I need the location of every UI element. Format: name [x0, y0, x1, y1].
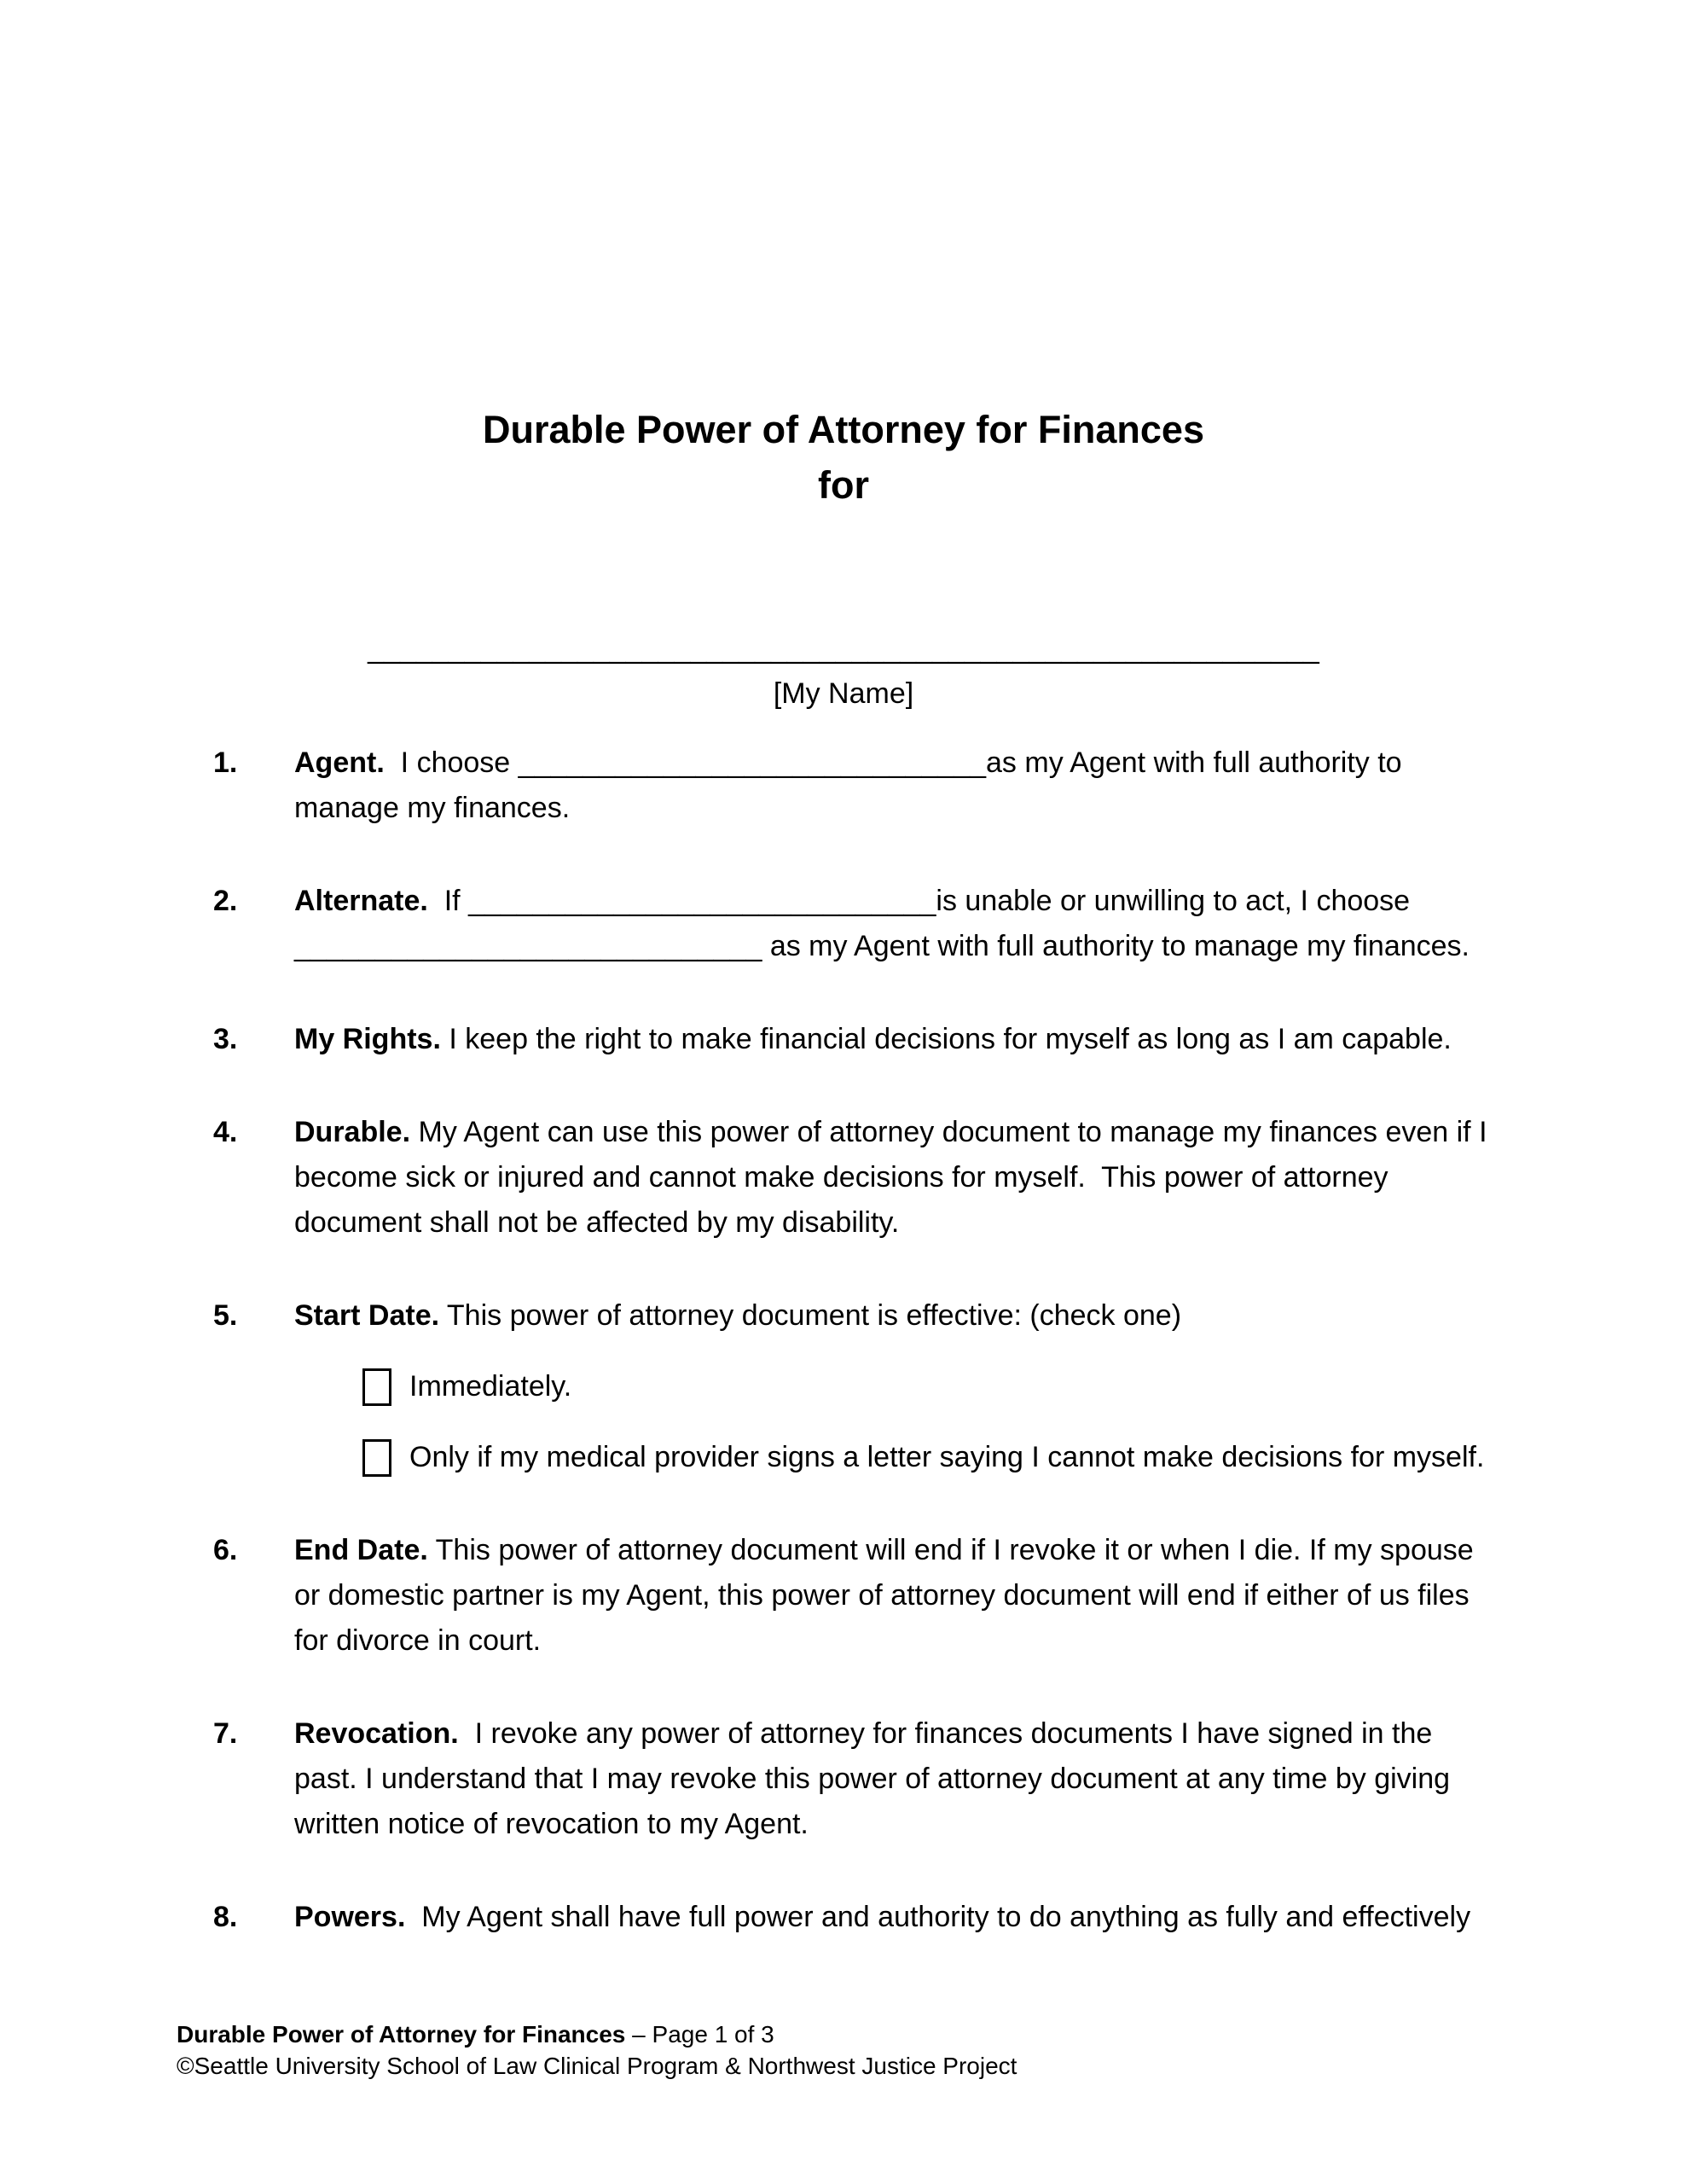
item-term: Revocation. [294, 1717, 459, 1750]
item-number: 5. [213, 1299, 238, 1332]
list-item-my-rights [213, 1017, 1488, 1062]
item-body: My Agent shall have full power and authority to do anything as fully and effectively [413, 1901, 1471, 1933]
item-number: 8. [213, 1901, 238, 1933]
list-item-powers [213, 1895, 1488, 1940]
footer-doc-title: Durable Power of Attorney for Finances [177, 2021, 626, 2048]
item-number: 6. [213, 1534, 238, 1566]
item-term: End Date. [294, 1534, 428, 1566]
item-term: Agent. [294, 746, 385, 779]
page-footer [177, 2018, 1017, 2082]
list-item-agent [213, 741, 1488, 831]
document-title [0, 402, 1687, 513]
checkbox-row-medical-provider [362, 1435, 1488, 1480]
item-body: My Agent can use this power of attorney document to manage my finances even if I become sick or injured and cannot make decisions for myself. This power of attorney document shall not be affected by my disability. [294, 1116, 1487, 1239]
my-name-blank-line[interactable]: ___________________________________________________________ [368, 632, 1319, 665]
list-item-alternate [213, 879, 1488, 969]
list-item-revocation [213, 1711, 1488, 1847]
item-body: If _____________________________is unable or unwilling to act, I choose _____________________________ as my Agent with full authority to manage my finances. [294, 885, 1470, 962]
document-title-line2: for [818, 463, 869, 507]
document-title-line1: Durable Power of Attorney for Finances [483, 408, 1204, 451]
item-number: 4. [213, 1116, 238, 1148]
item-body: This power of attorney document will end if I revoke it or when I die. If my spouse or domestic partner is my Agent, this power of attorney document will end if either of us files for divorce in court. [294, 1534, 1474, 1657]
my-name-label: [My Name] [773, 677, 914, 710]
footer-copyright: ©Seattle University School of Law Clinical Program & Northwest Justice Project [177, 2053, 1017, 2079]
item-body: I choose _____________________________as my Agent with full authority to manage my finances. [294, 746, 1402, 824]
checkbox-label-medical-provider: Only if my medical provider signs a letter saying I cannot make decisions for myself. [409, 1441, 1485, 1473]
footer-page-info: – Page 1 of 3 [632, 2021, 774, 2048]
name-section [0, 626, 1687, 717]
checkbox-label-immediately: Immediately. [409, 1370, 572, 1403]
footer-line1 [177, 2018, 1017, 2050]
checkbox-row-immediately [362, 1364, 1488, 1409]
item-body: This power of attorney document is effective: (check one) [446, 1299, 1182, 1332]
item-term: Powers. [294, 1901, 406, 1933]
item-term: Alternate. [294, 885, 428, 917]
item-number: 3. [213, 1023, 238, 1055]
list-item-end-date [213, 1528, 1488, 1664]
checkbox-medical-provider[interactable] [362, 1439, 391, 1477]
item-number: 1. [213, 746, 238, 779]
item-body: I keep the right to make financial decisions for myself as long as I am capable. [449, 1023, 1452, 1055]
item-number: 7. [213, 1717, 238, 1750]
item-body: I revoke any power of attorney for finances documents I have signed in the past. I understand that I may revoke this power of attorney document at any time by giving written notice of revocation to my Agent. [294, 1717, 1451, 1840]
item-term: Start Date. [294, 1299, 440, 1332]
list-item-durable [213, 1110, 1488, 1246]
item-term: My Rights. [294, 1023, 441, 1055]
list-item-start-date [213, 1293, 1488, 1480]
item-term: Durable. [294, 1116, 411, 1148]
provision-list [0, 741, 1488, 1940]
checkbox-immediately[interactable] [362, 1368, 391, 1406]
item-number: 2. [213, 885, 238, 917]
